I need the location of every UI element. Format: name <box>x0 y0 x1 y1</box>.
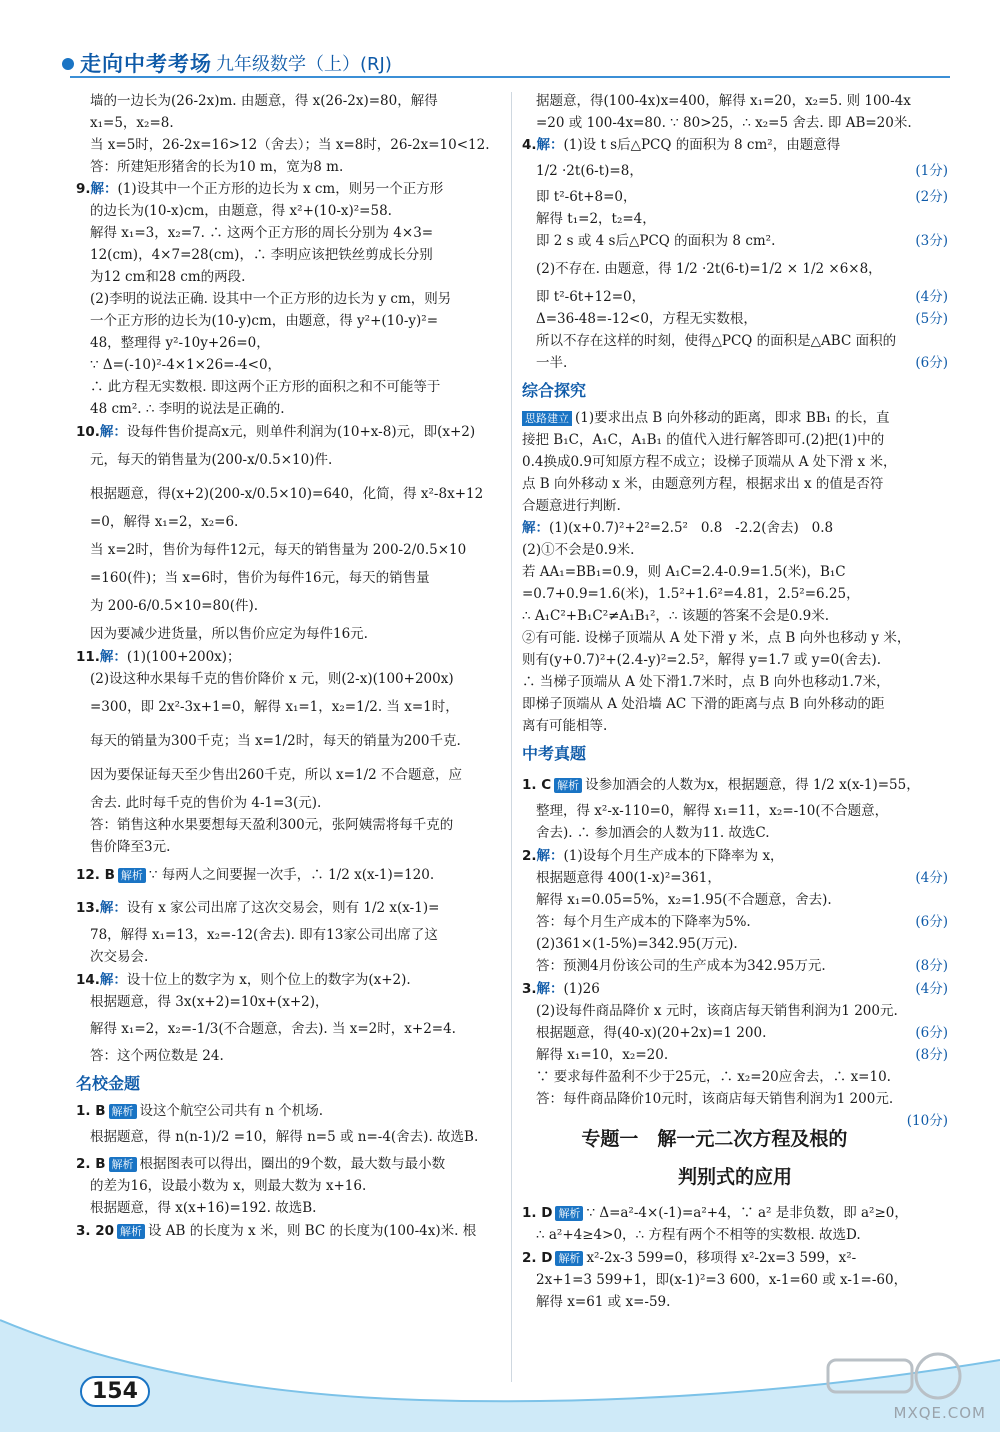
text-line: 一个正方形的边长为(10-y)cm，由题意，得 y²+(10-y)²= <box>90 313 439 329</box>
text-line: (1)设 t s后△PCQ 的面积为 8 cm²，由题意得 <box>563 137 841 153</box>
text-line: 点 B 向外移动 x 米，由题意列方程，根据求出 x 的值是否符 <box>522 476 884 492</box>
scored-line <box>522 1000 948 1022</box>
score-label: (5分) <box>915 311 948 327</box>
text-line: (1)26 <box>563 981 600 997</box>
analysis-tag: 解析 <box>109 1104 137 1119</box>
text-line: 据题意，得(100-4x)x=400，解得 x₁=20，x₂=5. 则 100-4x <box>536 93 911 109</box>
text-line: 根据题意得 400(1-x)²=361， <box>536 870 721 886</box>
text-line: ∵ Δ=a²-4×(-1)=a²+4，∵ a² 是非负数，即 a²≥0， <box>586 1205 908 1221</box>
scored-line <box>522 330 948 352</box>
text-line: 2x+1=3 599+1，即(x-1)²=3 600，x-1=60 或 x-1=-60， <box>536 1272 908 1288</box>
question-number: 4. <box>522 137 537 153</box>
text-line: 12(cm)，4×7=28(cm)，∴ 李明应该把铁丝剪成长分别 <box>90 247 433 263</box>
mx-question-1 <box>76 1100 500 1152</box>
text-line: 的边长为(10-x)cm，由题意，得 x²+(10-x)²=58. <box>90 203 392 219</box>
text-line: 设 AB 的长度为 x 米，则 BC 的长度为(100-4x)米. 根 <box>148 1223 477 1239</box>
text-line: 一半. <box>536 355 568 371</box>
text-line: =20 或 100-4x=80. ∵ 80>25，∴ x₂=5 舍去. 即 AB=20米. <box>536 115 912 131</box>
text-line: (1)(100+200x)； <box>126 649 241 665</box>
explore-question <box>522 407 948 737</box>
score-label: (4分) <box>915 289 948 305</box>
text-line: 设每件售价提高x元，则单件利润为(10+x-8)元，即(x+2) <box>126 424 476 440</box>
topic-question-1 <box>522 1202 948 1246</box>
text-line: =300，即 2x²-3x+1=0，解得 x₁=1，x₂=1/2. 当 x=1时， <box>90 699 459 715</box>
text-line: 接把 B₁C，A₁C，A₁B₁ 的值代入进行解答即可.(2)把(1)中的 <box>522 432 885 448</box>
text-line: (2)李明的说法正确. 设其中一个正方形的边长为 y cm，则另 <box>90 291 452 307</box>
solution-label: 解： <box>536 981 564 997</box>
text-line: 78，解得 x₁=13，x₂=-12(舍去). 即有13家公司出席了这 <box>90 927 438 943</box>
text-line: 答：预测4月份该公司的生产成本为342.95万元. <box>536 958 826 974</box>
header-subtitle: 九年级数学（上）(RJ) <box>216 54 392 75</box>
analysis-tag: 解析 <box>555 1251 583 1266</box>
text-line: 元，每天的销售量为(200-x/0.5×10)件. <box>90 452 333 468</box>
text-line: 整理，得 x²-x-110=0，解得 x₁=11，x₂=-10(不合题意， <box>536 803 889 819</box>
text-line: (1)(x+0.7)²+2²=2.5² 0.8 -2.2(舍去) 0.8 <box>549 520 834 536</box>
scored-line <box>522 1022 948 1044</box>
text-line: (2)不存在. 由题意，得 1/2 ·2t(6-t)=1/2 × 1/2 ×6×8， <box>536 261 882 277</box>
text-line: 次交易会. <box>90 949 149 965</box>
question-4 <box>522 134 948 374</box>
text-line: =0.7+0.9=1.6(米)，1.5²+1.6²=4.81，2.5²=6.25， <box>522 586 860 602</box>
right-column <box>522 90 948 1314</box>
text-line: (2)设每件商品降价 x 元时，该商店每天销售利润为1 200元. <box>536 1003 898 1019</box>
text-line: 即梯子顶端从 A 处沿墙 AC 下滑的距离与点 B 向外移动的距 <box>522 696 885 712</box>
zk-question-3 <box>522 978 948 1129</box>
text-line: 当 x=5时，26-2x=16>12（舍去）；当 x=8时，26-2x=10<12. <box>90 137 490 153</box>
solution-label: 解： <box>99 649 127 665</box>
solution-label: 解： <box>90 181 118 197</box>
mx-question-2 <box>76 1153 500 1219</box>
text-line: 0.4换成0.9可知原方程不成立；设梯子顶端从 A 处下滑 x 米， <box>522 454 897 470</box>
text-line: (2)①不会是0.9米. <box>522 542 635 558</box>
question-number: 9. <box>76 181 91 197</box>
header-rule <box>70 76 950 78</box>
scored-line <box>522 1088 948 1110</box>
text-line: 根据题意，得 x(x+16)=192. 故选B. <box>90 1200 317 1216</box>
scored-line <box>522 955 948 977</box>
page-header <box>0 0 1000 82</box>
text-line: 墙的一边长为(26-2x)m. 由题意，得 x(26-2x)=80，解得 <box>90 93 438 109</box>
question-number: 11. <box>76 649 100 665</box>
text-line: ∵ 要求每件盈利不少于25元，∴ x₂=20应舍去，∴ x=10. <box>536 1069 891 1085</box>
text-line: 根据题意，得 3x(x+2)=10x+(x+2)， <box>90 994 329 1010</box>
text-line: 解得 x₁=3，x₂=7. ∴ 这两个正方形的周长分别为 4×3= <box>90 225 434 241</box>
text-line: 解得 x₁=10，x₂=20. <box>536 1047 669 1063</box>
text-line: (1)设每个月生产成本的下降率为 x， <box>563 848 784 864</box>
text-line: 因为要保证每天至少售出260千克，所以 x=1/2 不合题意，应 <box>90 767 463 783</box>
solution-label: 解： <box>536 848 564 864</box>
scored-line <box>522 286 948 308</box>
text-line: ∴ 此方程无实数根. 即这两个正方形的面积之和不可能等于 <box>90 379 441 395</box>
text-line: 每天的销量为300千克；当 x=1/2时，每天的销量为200千克. <box>90 733 461 749</box>
question-11 <box>76 646 500 858</box>
scored-line <box>522 252 948 286</box>
scored-line <box>522 230 948 252</box>
text-line: 设有 x 家公司出席了这次交易会，则有 1/2 x(x-1)= <box>126 900 440 916</box>
score-label: (4分) <box>915 981 948 997</box>
text-line: ∴ a²+4≥4>0，∴ 方程有两个不相等的实数根. 故选D. <box>536 1227 861 1243</box>
score-label: (8分) <box>915 1047 948 1063</box>
text-line: 根据图表可以得出，圈出的9个数，最大数与最小数 <box>139 1156 446 1172</box>
text-line: 解得 x₁=2，x₂=-1/3(不合题意，舍去). 当 x=2时，x+2=4. <box>90 1021 456 1037</box>
text-line: 设十位上的数字为 x，则个位上的数字为(x+2). <box>126 972 411 988</box>
page-number-badge <box>80 1376 160 1408</box>
text-line: 的差为16，设最小数为 x，则最大数为 x+16. <box>90 1178 367 1194</box>
analysis-tag: 解析 <box>118 868 146 883</box>
question-number: 3. <box>522 981 537 997</box>
text-line: 离有可能相等. <box>522 718 608 734</box>
analysis-tag: 解析 <box>554 778 582 793</box>
text-line: 即 t²-6t+8=0， <box>536 189 637 205</box>
question-9 <box>76 178 500 420</box>
section-title-zkzt: 中考真题 <box>522 744 587 763</box>
question-number: 14. <box>76 972 100 988</box>
text-line: (2)设这种水果每千克的售价降价 x 元，则(2-x)(100+200x) <box>90 671 454 687</box>
question-number: 1. C <box>522 777 552 793</box>
thinking-tag: 思路建立 <box>522 411 572 426</box>
question-number: 10. <box>76 424 100 440</box>
scored-line <box>522 911 948 933</box>
score-label: (8分) <box>915 958 948 974</box>
analysis-tag: 解析 <box>117 1224 145 1239</box>
text-line: 合题意进行判断. <box>522 498 621 514</box>
page-number: 154 <box>80 1376 150 1407</box>
text-line: 解得 x=61 或 x=-59. <box>536 1294 671 1310</box>
text-line: (1)设其中一个正方形的边长为 x cm，则另一个正方形 <box>117 181 444 197</box>
text-line: 48，整理得 y²-10y+26=0， <box>90 335 270 351</box>
column-divider <box>511 92 512 1382</box>
text-line: =0，解得 x₁=2，x₂=6. <box>90 514 239 530</box>
text-line: ∵ 每两人之间要握一次手，∴ 1/2 x(x-1)=120. <box>148 867 435 883</box>
left-top-block <box>76 90 500 178</box>
scored-line <box>522 156 948 186</box>
section-title-zhtj: 综合探究 <box>522 381 587 400</box>
text-line: =160(件)；当 x=6时，售价为每件16元，每天的销售量 <box>90 570 430 586</box>
solution-label: 解： <box>536 137 564 153</box>
text-line: 因为要减少进货量，所以售价应定为每件16元. <box>90 626 368 642</box>
text-line: 则有(y+0.7)²+(2.4-y)²=2.5²，解得 y=1.7 或 y=0(舍去). <box>522 652 882 668</box>
score-label: (2分) <box>915 189 948 205</box>
topic-title-line: 专题一 解一元二次方程及根的 <box>581 1128 848 1150</box>
topic-title-line: 判别式的应用 <box>677 1166 792 1188</box>
watermark-text: MXQE.COM <box>893 1404 986 1422</box>
question-number: 1. D <box>522 1205 553 1221</box>
zk-question-2 <box>522 845 948 977</box>
question-number: 1. B <box>76 1103 106 1119</box>
mx-question-3 <box>76 1220 500 1242</box>
text-line: x²-2x-3 599=0，移项得 x²-2x=3 599，x²- <box>586 1250 857 1266</box>
text-line: (2)361×(1-5%)=342.95(万元). <box>536 936 738 952</box>
score-label: (10分) <box>906 1113 948 1129</box>
score-label: (3分) <box>915 233 948 249</box>
text-line: 为 200-6/0.5×10=80(件). <box>90 598 259 614</box>
question-number: 13. <box>76 900 100 916</box>
text-line: 根据题意，得 n(n-1)/2 =10，解得 n=5 或 n=-4(舍去). 故选B. <box>90 1129 479 1145</box>
solution-label: 解： <box>99 424 127 440</box>
text-line: ∴ A₁C²+B₁C²≠A₁B₁²，∴ 该题的答案不会是0.9米. <box>522 608 830 624</box>
question-number: 3. 20 <box>76 1223 115 1239</box>
question-12 <box>76 859 500 891</box>
question-number: 2. D <box>522 1250 553 1266</box>
score-label: (1分) <box>915 163 948 179</box>
scored-line <box>522 1044 948 1066</box>
text-line: 答：每个月生产成本的下降率为5%. <box>536 914 751 930</box>
text-line: ②有可能. 设梯子顶端从 A 处下滑 y 米，点 B 向外也移动 y 米， <box>522 630 911 646</box>
question-10 <box>76 421 500 645</box>
text-line: 设这个航空公司共有 n 个机场. <box>139 1103 324 1119</box>
header-brand: 走向中考考场 <box>80 52 212 76</box>
text-line: 解得 t₁=2，t₂=4， <box>536 211 656 227</box>
scored-line <box>522 308 948 330</box>
analysis-tag: 解析 <box>555 1206 583 1221</box>
question-14 <box>76 969 500 1067</box>
text-line: 当 x=2时，售价为每件12元，每天的销售量为 200-2/0.5×10 <box>90 542 467 558</box>
text-line: 为12 cm和28 cm的两段. <box>90 269 246 285</box>
scored-line <box>522 933 948 955</box>
text-line: 舍去. 此时每千克的售价为 4-1=3(元). <box>90 795 322 811</box>
solution-label: 解： <box>99 972 127 988</box>
text-line: 1/2 ·2t(6-t)=8， <box>536 163 643 179</box>
text-line: 若 AA₁=BB₁=0.9，则 A₁C=2.4-0.9=1.5(米)，B₁C <box>522 564 846 580</box>
score-label: (6分) <box>915 1025 948 1041</box>
text-line: 答：所建矩形猪舍的长为10 m，宽为8 m. <box>90 159 344 175</box>
scored-line <box>522 1066 948 1088</box>
question-number: 2. B <box>76 1156 106 1172</box>
text-line: 答：销售这种水果要想每天盈利300元，张阿姨需将每千克的 <box>90 817 454 833</box>
score-label: (6分) <box>915 914 948 930</box>
score-label: (6分) <box>915 355 948 371</box>
text-line: 即 t²-6t+12=0， <box>536 289 646 305</box>
text-line: Δ=36-48=-12<0，方程无实数根， <box>536 311 757 327</box>
section-title-mxjt: 名校金题 <box>76 1074 141 1093</box>
text-line: 解得 x₁=0.05=5%，x₂=1.95(不合题意，舍去). <box>536 892 832 908</box>
zk-question-1 <box>522 770 948 844</box>
left-column <box>76 90 500 1243</box>
text-line: 答：这个两位数是 24. <box>90 1048 224 1064</box>
scored-line <box>522 352 948 374</box>
text-line: 所以不存在这样的时刻，使得△PCQ 的面积是△ABC 面积的 <box>536 333 897 349</box>
scored-line <box>522 186 948 208</box>
solution-label: 解： <box>99 900 127 916</box>
text-line: 即 2 s 或 4 s后△PCQ 的面积为 8 cm². <box>536 233 776 249</box>
text-line: 根据题意，得(x+2)(200-x/0.5×10)=640，化简，得 x²-8x+12 <box>90 486 484 502</box>
scored-line <box>522 208 948 230</box>
text-line: 48 cm². ∴ 李明的说法是正确的. <box>90 401 285 417</box>
text-line: 舍去). ∴ 参加酒会的人数为11. 故选C. <box>536 825 770 841</box>
text-line: 售价降至3元. <box>90 839 171 855</box>
scored-line <box>522 889 948 911</box>
text-line: 设参加酒会的人数为x，根据题意，得 1/2 x(x-1)=55， <box>585 777 920 793</box>
text-line: (1)要求出点 B 向外移动的距离，即求 BB₁ 的长，直 <box>575 410 890 426</box>
text-line: ∵ Δ=(-10)²-4×1×26=-4<0， <box>90 357 282 373</box>
header-dot-icon <box>62 58 74 70</box>
analysis-tag: 解析 <box>109 1157 137 1172</box>
question-13 <box>76 892 500 968</box>
question-number: 12. B <box>76 867 115 883</box>
question-number: 2. <box>522 848 537 864</box>
text-line: ∴ 当梯子顶端从 A 处下滑1.7米时，点 B 向外也移动1.7米， <box>522 674 890 690</box>
score-label: (4分) <box>915 870 948 886</box>
topic-title <box>522 1120 948 1196</box>
text-line: 答：每件商品降价10元时，该商店每天销售利润为1 200元. <box>536 1091 894 1107</box>
text-line: x₁=5，x₂=8. <box>90 115 174 131</box>
text-line: 根据题意，得(40-x)(20+2x)=1 200. <box>536 1025 767 1041</box>
solution-label: 解： <box>522 520 549 536</box>
scored-line <box>522 867 948 889</box>
